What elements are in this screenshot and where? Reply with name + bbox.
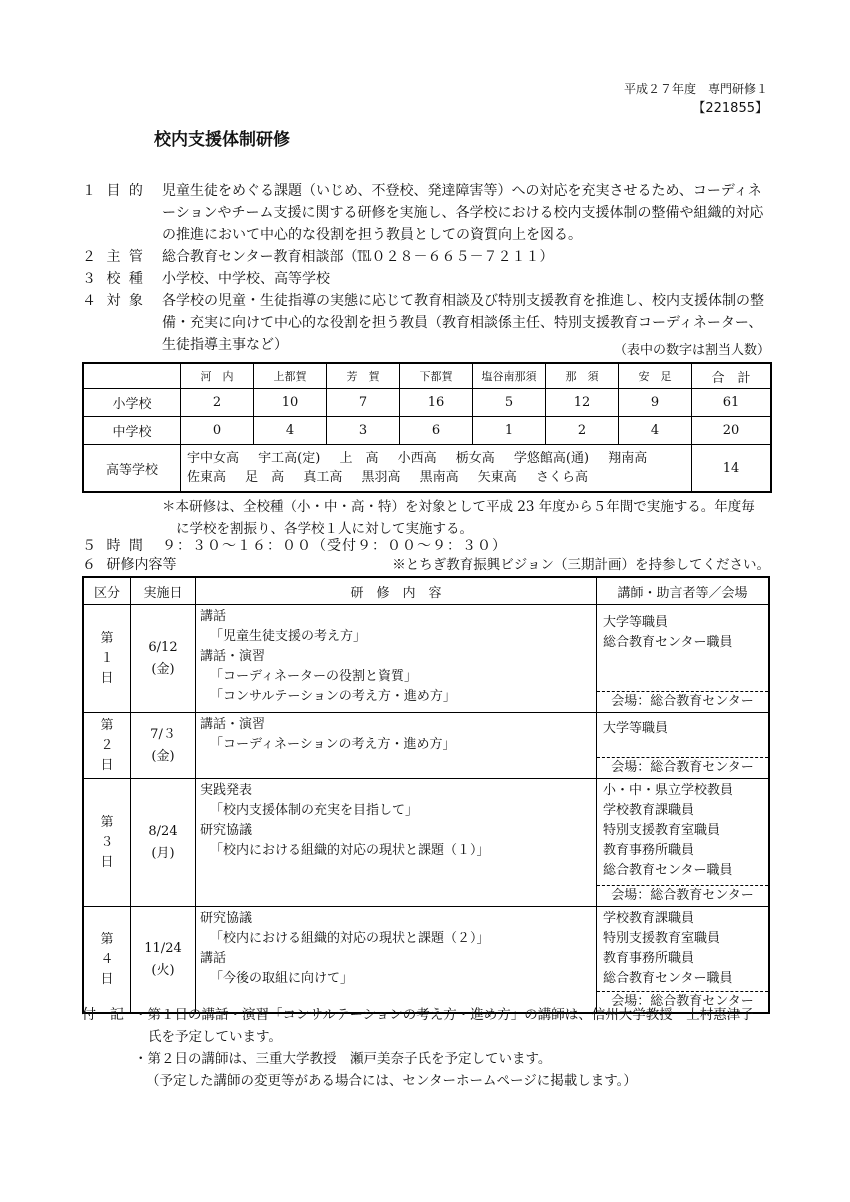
section-number: ６: [82, 557, 96, 573]
schedule-note: ※とちぎ教育振興ビジョン（三期計画）を持参してください。: [392, 557, 770, 573]
lecturer: 教育事務所職員: [603, 951, 695, 966]
schedule-row: [83, 605, 769, 713]
total-cell: 20: [692, 417, 772, 445]
table-cell: 4: [254, 417, 327, 445]
day-label: [83, 907, 131, 1014]
content-cell: [196, 605, 597, 713]
weekday: (金): [151, 748, 175, 764]
day-label: [83, 779, 131, 907]
day-label-part: 日: [100, 854, 114, 870]
footnote-line: ＊本研修は、全校種（小・中・高・特）を対象として平成 23 年度から５年間で実施する。年度毎: [162, 499, 755, 515]
table-cell: 2: [181, 389, 254, 417]
total-cell: 14: [692, 445, 772, 493]
content-line: 研究協議: [200, 823, 253, 838]
lecturer: 大学等職員: [603, 615, 669, 630]
region-header: 河 内: [181, 363, 254, 389]
day-label-part: 第: [100, 931, 114, 947]
day-label-part: 第: [100, 717, 114, 733]
content-line: 「校内における組織的対応の現状と課題（２）」: [210, 931, 490, 946]
section-number: １: [82, 183, 96, 199]
region-header: 那 須: [546, 363, 619, 389]
lecturer-cell: [597, 713, 770, 779]
note-line: ・第１日の講話・演習「コンサルテーションの考え方・進め方」の講師は、信州大学教授 上村惠津子: [134, 1007, 754, 1023]
section-label: 目 的: [106, 183, 145, 199]
column-header: 区分: [83, 577, 131, 605]
high-school-name: 学悠館高(通): [513, 451, 590, 466]
high-school-name: 真工高: [303, 470, 343, 485]
table-cell: 16: [400, 389, 473, 417]
day-label-part: ４: [100, 951, 114, 967]
notes-label: 付 記: [82, 1007, 124, 1023]
row-label: 小学校: [83, 389, 181, 417]
region-header: 安 足: [619, 363, 692, 389]
target-section: [82, 290, 166, 312]
page-title: 校内支援体制研修: [154, 130, 290, 150]
table-cell: 12: [546, 389, 619, 417]
high-school-name: 翔南高: [608, 451, 648, 466]
lecturer: 教育事務所職員: [603, 843, 695, 858]
row-label: 高等学校: [83, 445, 181, 493]
table-cell: 6: [400, 417, 473, 445]
table-cell: 3: [327, 417, 400, 445]
row-label: 中学校: [83, 417, 181, 445]
date-cell: [131, 779, 196, 907]
schedule-row: [83, 779, 769, 907]
weekday: (月): [151, 845, 175, 861]
weekday: (金): [151, 661, 175, 677]
high-school-name: 黒南高: [419, 470, 459, 485]
note-line: （予定した講師の変更等がある場合には、センターホームページに掲載します。）: [146, 1073, 637, 1089]
content-line: 「校内における組織的対応の現状と課題（１）」: [210, 843, 490, 858]
purpose-text: [162, 180, 763, 246]
section-number: ３: [82, 271, 96, 287]
section-label: 主 管: [106, 249, 145, 265]
day-label-part: 日: [100, 670, 114, 686]
table-cell: 7: [327, 389, 400, 417]
section-label: 時 間: [106, 538, 145, 554]
content-line: 「コーディネーションの考え方・進め方」: [210, 737, 456, 752]
total-cell: 61: [692, 389, 772, 417]
purpose-line: の推進において中心的な役割を担う教員としての資質向上を図る。: [162, 227, 582, 243]
high-school-name: 矢東高: [477, 470, 517, 485]
day-label-part: ３: [100, 834, 114, 850]
high-school-name: 宇工高(定): [258, 451, 321, 466]
region-header: 下都賀: [400, 363, 473, 389]
content-cell: [196, 907, 597, 1014]
high-school-list: [181, 445, 692, 493]
column-header: 研 修 内 容: [196, 577, 597, 605]
lecturer: 総合教育センター職員: [603, 971, 733, 986]
allocation-header-row: [83, 363, 771, 389]
table-row: [83, 417, 771, 445]
day-label-part: ２: [100, 737, 114, 753]
content-line: 講話・演習: [200, 649, 266, 664]
section-label: 対 象: [106, 293, 145, 309]
footnote-line: に学校を割振り、各学校１人に対して実施する。: [176, 521, 473, 537]
high-school-name: 小西高: [397, 451, 437, 466]
blank-header-cell: [83, 363, 181, 389]
schedule-row: [83, 713, 769, 779]
table-cell: 4: [619, 417, 692, 445]
lecturer: 学校教育課職員: [603, 803, 695, 818]
column-header: 講師・助言者等／会場: [597, 577, 770, 605]
content-line: 講話: [200, 609, 227, 624]
region-header: 芳 賀: [327, 363, 400, 389]
table-cell: 5: [473, 389, 546, 417]
organizer-section: [82, 246, 166, 268]
date-cell: [131, 605, 196, 713]
table-cell: 10: [254, 389, 327, 417]
lecturer: 学校教育課職員: [603, 911, 695, 926]
allocation-note: （表中の数字は割当人数）: [613, 343, 770, 358]
high-school-name: 栃女高: [455, 451, 495, 466]
date-cell: [131, 713, 196, 779]
region-header: 塩谷南那須: [473, 363, 546, 389]
table-cell: 0: [181, 417, 254, 445]
lecturer-cell: [597, 605, 770, 713]
table-cell: 1: [473, 417, 546, 445]
table-cell: 2: [546, 417, 619, 445]
high-school-name: 黒羽高: [361, 470, 401, 485]
allocation-table: [82, 362, 772, 493]
section-number: ４: [82, 293, 96, 309]
content-line: 研究協議: [200, 911, 253, 926]
date: 11/24: [144, 940, 182, 956]
school-type-text: 小学校、中学校、高等学校: [162, 271, 330, 287]
section-label: 研修内容等: [106, 557, 177, 573]
table-cell: 9: [619, 389, 692, 417]
content-line: 講話・演習: [200, 717, 266, 732]
content-line: 「コンサルテーションの考え方・進め方」: [210, 689, 456, 704]
high-school-name: 佐東高: [187, 470, 227, 485]
lecturer: 小・中・県立学校教員: [603, 783, 734, 798]
lecturer: 特別支援教育室職員: [603, 931, 721, 946]
lecturer-cell: [597, 779, 770, 907]
content-line: 講話: [200, 951, 227, 966]
section-number: ２: [82, 249, 96, 265]
date: 6/12: [148, 639, 178, 655]
content-cell: [196, 779, 597, 907]
high-school-name: さくら高: [535, 470, 588, 485]
section-number: ５: [82, 538, 96, 554]
day-label-part: 第: [100, 630, 114, 646]
schedule-heading: [82, 554, 176, 576]
lecturer-list: [597, 605, 768, 691]
venue: 会場：総合教育センター: [597, 757, 768, 778]
table-row: [83, 389, 771, 417]
schedule-table: [82, 576, 770, 1014]
schedule-header-row: [83, 577, 769, 605]
high-school-line: [187, 449, 691, 468]
region-header: 上都賀: [254, 363, 327, 389]
weekday: (火): [151, 962, 175, 978]
notes-text: [134, 1004, 754, 1092]
footnote: [162, 496, 755, 540]
time-text: ９：３０～１６：００（受付９：００～９：３０）: [162, 538, 507, 554]
year-label: 平成２７年度 専門研修１: [623, 82, 768, 96]
purpose-section: [82, 180, 166, 202]
purpose-line: ーションやチーム支援に関する研修を実施し、各学校における校内支援体制の整備や組織的対応: [162, 205, 764, 221]
schedule-row: [83, 907, 769, 1014]
day-label: [83, 605, 131, 713]
content-line: 「今後の取組に向けて」: [210, 971, 354, 986]
day-label-part: １: [100, 650, 114, 666]
day-label-part: 日: [100, 971, 114, 987]
high-school-name: 上 高: [339, 451, 379, 466]
table-row: [83, 445, 771, 493]
lecturer-list: [597, 779, 768, 885]
total-header: 合 計: [692, 363, 772, 389]
lecturer-cell: [597, 907, 770, 1014]
lecturer: 総合教育センター職員: [603, 635, 733, 650]
content-line: 「児童生徒支援の考え方」: [210, 629, 367, 644]
venue: 会場：総合教育センター: [597, 885, 768, 906]
note-line: 氏を予定しています。: [148, 1029, 282, 1045]
section-label: 校 種: [106, 271, 145, 287]
date: 8/24: [148, 823, 178, 839]
venue: 会場：総合教育センター: [597, 991, 768, 1012]
date-cell: [131, 907, 196, 1014]
content-line: 「コーディネーターの役割と資質」: [210, 669, 417, 684]
lecturer: 特別支援教育室職員: [603, 823, 721, 838]
day-label-part: 日: [100, 757, 114, 773]
high-school-name: 足 高: [245, 470, 285, 485]
organizer-text: 総合教育センター教育相談部（℡０２８－６６５－７２１１）: [162, 249, 554, 265]
venue: 会場：総合教育センター: [597, 691, 768, 712]
target-line: 各学校の児童・生徒指導の実態に応じて教育相談及び特別支援教育を推進し、校内支援体制の整: [162, 293, 764, 309]
lecturer: 大学等職員: [603, 721, 669, 736]
target-line: 備・充実に向けて中心的な役割を担う教員（教育相談係主任、特別支援教育コーディネーター、: [162, 315, 763, 331]
content-line: 実践発表: [200, 783, 253, 798]
high-school-line: [187, 468, 691, 487]
content-cell: [196, 713, 597, 779]
content-line: 「校内支援体制の充実を目指して」: [210, 803, 419, 818]
purpose-line: 児童生徒をめぐる課題（いじめ、不登校、発達障害等）への対応を充実させるため、コーディネ: [162, 183, 762, 199]
lecturer: 総合教育センター職員: [603, 863, 733, 878]
school-type-section: [82, 268, 166, 290]
day-label: [83, 713, 131, 779]
note-line: ・第２日の講師は、三重大学教授 瀬戸美奈子氏を予定しています。: [134, 1051, 552, 1067]
target-line: 生徒指導主事など）: [162, 337, 288, 353]
lecturer-list: [597, 907, 768, 991]
lecturer-list: [597, 713, 768, 757]
date: 7/３: [150, 726, 176, 742]
course-code: 【221855】: [692, 101, 768, 116]
column-header: 実施日: [131, 577, 196, 605]
high-school-name: 宇中女高: [187, 451, 240, 466]
day-label-part: 第: [100, 814, 114, 830]
